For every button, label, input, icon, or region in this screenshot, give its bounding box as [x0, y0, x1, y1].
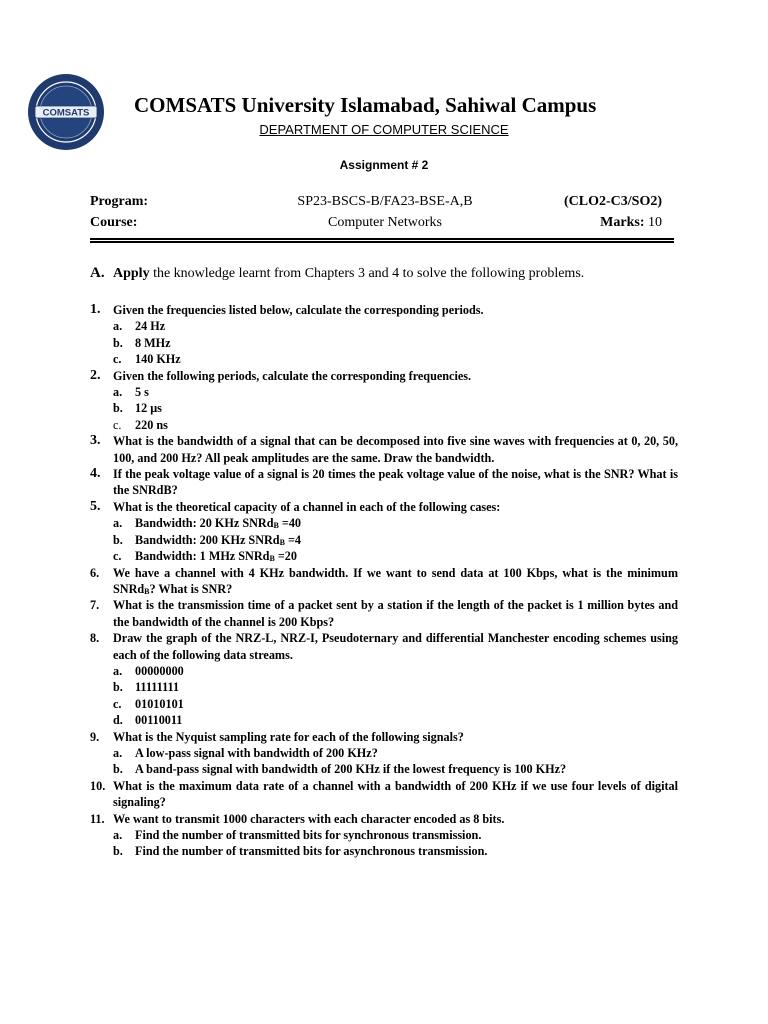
question-number: 2.	[90, 367, 101, 383]
text-pre: We have a channel with 4 KHz bandwidth. If we want to send data at 100 Kbps, what is the minimum SNRd	[113, 565, 678, 596]
subscript: B	[269, 554, 275, 564]
course-row	[90, 215, 662, 233]
question-text	[113, 466, 678, 499]
comsats-logo	[27, 73, 105, 151]
sub-item-label: c.	[113, 549, 122, 564]
sub-item	[113, 761, 678, 777]
sub-item-text	[135, 549, 297, 563]
question-number: 6.	[90, 565, 100, 580]
question-item	[90, 433, 678, 466]
question-item	[90, 811, 678, 860]
section-letter: A.	[90, 265, 105, 281]
question-text	[113, 368, 678, 384]
text: 8 MHz	[135, 335, 171, 350]
text: 12 μs	[135, 401, 162, 416]
question-text	[113, 811, 678, 827]
question-text	[113, 597, 678, 630]
sub-item	[113, 417, 678, 433]
text: 00000000	[135, 663, 184, 678]
text: 140 KHz	[135, 352, 181, 367]
sub-item-label: a.	[113, 319, 123, 334]
sub-item-label: b.	[113, 401, 123, 416]
text: 00110011	[135, 713, 183, 728]
question-number: 5.	[90, 498, 101, 514]
header-divider	[90, 238, 674, 240]
sub-item-text	[135, 713, 182, 727]
sub-item	[113, 827, 678, 843]
question-item	[90, 302, 678, 368]
text: What is the Nyquist sampling rate for each of the following signals?	[113, 729, 464, 744]
question-item	[90, 729, 678, 778]
question-number: 10.	[90, 778, 106, 793]
sub-item	[113, 679, 678, 695]
assignment-title: Assignment # 2	[339, 158, 429, 172]
text: A low-pass signal with bandwidth of 200 KHz?	[135, 745, 378, 760]
text: A band-pass signal with bandwidth of 200 KHz if the lowest frequency is 100 KHz?	[135, 762, 567, 777]
section-text: the knowledge learnt from Chapters 3 and 4 to solve the following problems.	[149, 266, 585, 281]
sub-item-text	[135, 533, 301, 547]
question-number: 4.	[90, 466, 101, 482]
sub-item	[113, 351, 678, 367]
sub-item-text	[135, 336, 171, 350]
sub-item	[113, 696, 678, 712]
question-item	[90, 597, 678, 630]
question-text	[113, 433, 678, 466]
clo-value: (CLO2-C3/SO2)	[564, 194, 662, 209]
sub-item-label: a.	[113, 745, 123, 760]
text: If the peak voltage value of a signal is 20 times the peak voltage value of the noise, what is the SNR? What is the SNRdB?	[113, 467, 678, 498]
text-post: ? What is SNR?	[149, 581, 233, 596]
header-divider-2	[90, 241, 674, 243]
sub-item-text	[135, 516, 301, 530]
subscript: B	[279, 537, 285, 547]
text: 220 ns	[135, 417, 168, 432]
sub-item-text	[135, 319, 165, 333]
course-value: Computer Networks	[328, 215, 442, 230]
text: Draw the graph of the NRZ-L, NRZ-I, Pseudoternary and differential Manchester encoding schemes using each of the following data streams.	[113, 631, 678, 662]
sub-item-label: b.	[113, 844, 123, 859]
marks-label: Marks:	[600, 215, 645, 230]
marks	[600, 215, 662, 231]
sub-item-text	[135, 844, 487, 858]
question-text	[113, 565, 678, 598]
university-title: COMSATS University Islamabad, Sahiwal Campus	[134, 93, 597, 117]
question-item	[90, 368, 678, 434]
sub-item	[113, 400, 678, 416]
sub-item-label: a.	[113, 385, 123, 400]
sub-item-label: b.	[113, 762, 123, 777]
section-a-instruction	[90, 265, 584, 282]
text: Given the frequencies listed below, calculate the corresponding periods.	[113, 303, 484, 317]
sub-item-label: d.	[113, 713, 123, 728]
sub-item-text	[135, 762, 566, 776]
text: Find the number of transmitted bits for synchronous transmission.	[135, 828, 482, 842]
sub-item	[113, 663, 678, 679]
sub-item-text	[135, 664, 184, 678]
question-item	[90, 565, 678, 598]
sub-item	[113, 318, 678, 334]
sub-item-label: c.	[113, 352, 122, 367]
sub-item-text	[135, 746, 378, 760]
question-text	[113, 630, 678, 663]
sub-item	[113, 712, 678, 728]
department-title: DEPARTMENT OF COMPUTER SCIENCE	[259, 122, 509, 137]
question-number: 3.	[90, 433, 101, 449]
question-number: 9.	[90, 729, 100, 744]
sub-item-text	[135, 401, 162, 415]
program-label: Program:	[90, 194, 149, 209]
sub-item-text	[135, 680, 179, 694]
text-post: =40	[278, 516, 302, 531]
sub-item	[113, 745, 678, 761]
text: We want to transmit 1000 characters with each character encoded as 8 bits.	[113, 811, 505, 826]
text: 5 s	[135, 385, 149, 400]
sub-item	[113, 843, 678, 859]
text-post: =20	[274, 549, 297, 564]
sub-item-label: a.	[113, 516, 123, 531]
text: Find the number of transmitted bits for asynchronous transmission.	[135, 844, 488, 859]
sub-item-text	[135, 418, 168, 432]
question-text	[113, 302, 678, 318]
sub-item	[113, 384, 678, 400]
sub-item-text	[135, 352, 181, 366]
sub-item-text	[135, 828, 481, 842]
question-list	[90, 302, 678, 860]
text-pre: Bandwidth: 20 KHz SNRd	[135, 516, 274, 531]
question-item	[90, 499, 678, 565]
text: What is the maximum data rate of a channel with a bandwidth of 200 KHz if we use four levels of digital signaling?	[113, 778, 678, 810]
sub-item-label: b.	[113, 680, 123, 695]
text: 24 Hz	[135, 319, 166, 334]
question-number: 8.	[90, 631, 100, 646]
text: 01010101	[135, 696, 184, 711]
question-number: 11.	[90, 811, 105, 826]
question-text	[113, 778, 678, 811]
sub-item	[113, 515, 678, 531]
sub-item-label: a.	[113, 663, 123, 678]
question-text	[113, 729, 678, 745]
text: Given the following periods, calculate the corresponding frequencies.	[113, 368, 472, 383]
sub-item	[113, 548, 678, 564]
sub-item-label: b.	[113, 335, 123, 350]
text-pre: Bandwidth: 200 KHz SNRd	[135, 532, 280, 547]
text: What is the bandwidth of a signal that can be decomposed into five sine waves with frequencies at 0, 20, 50, 100, and 200 Hz? All peak amplitudes are the same. Draw the bandwidth.	[113, 434, 678, 465]
sub-item-label: c.	[113, 696, 122, 711]
question-number: 7.	[90, 598, 100, 613]
sub-item-label: b.	[113, 532, 123, 547]
marks-value: 10	[648, 215, 662, 230]
sub-item-text	[135, 385, 149, 399]
sub-item-label: a.	[113, 828, 123, 842]
sub-item	[113, 335, 678, 351]
sub-item-text	[135, 697, 184, 711]
course-label: Course:	[90, 215, 138, 230]
question-text	[113, 499, 678, 515]
question-item	[90, 466, 678, 499]
text: What is the theoretical capacity of a channel in each of the following cases:	[113, 499, 501, 514]
text-pre: Bandwidth: 1 MHz SNRd	[135, 549, 270, 564]
subscript: B	[144, 586, 150, 596]
section-verb: Apply	[113, 266, 150, 281]
question-item	[90, 778, 678, 811]
logo-text: COMSATS	[42, 107, 90, 119]
text: 11111111	[135, 680, 180, 695]
text-post: =4	[284, 532, 302, 547]
question-number: 1.	[90, 302, 101, 317]
sub-item-label: c.	[113, 417, 122, 432]
program-row	[90, 194, 662, 212]
program-value: SP23-BSCS-B/FA23-BSE-A,B	[297, 194, 473, 209]
sub-item	[113, 532, 678, 548]
question-item	[90, 630, 678, 728]
text: What is the transmission time of a packet sent by a station if the length of the packet is 1 million bytes and the bandwidth of the channel is 200 Kbps?	[113, 598, 678, 629]
subscript: B	[273, 521, 279, 531]
